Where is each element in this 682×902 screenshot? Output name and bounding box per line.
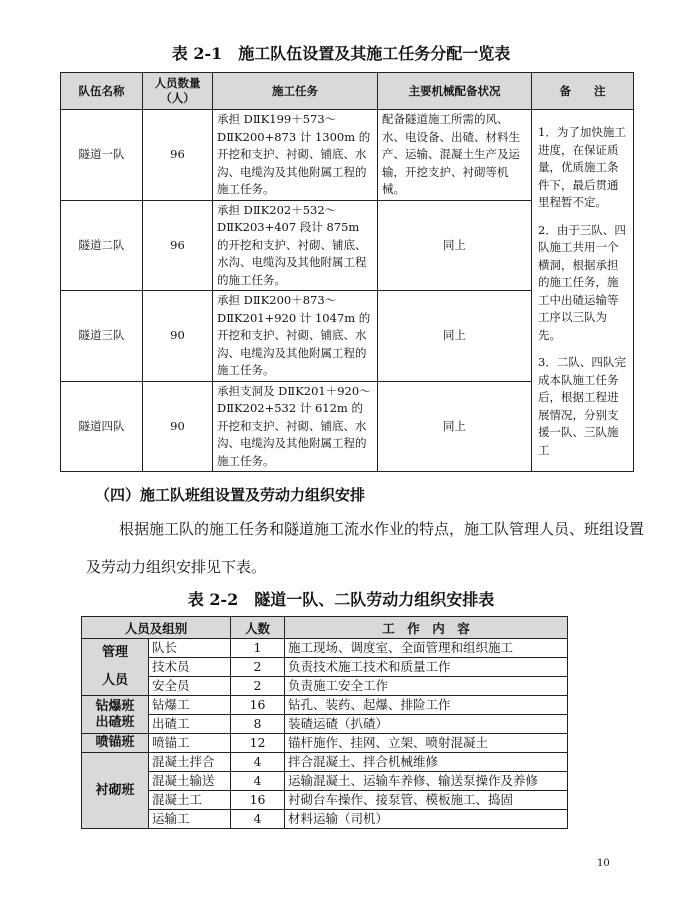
table-row [82, 734, 568, 753]
team-count: 96 [143, 110, 213, 201]
role: 混凝土工 [149, 791, 231, 810]
role: 安全员 [149, 677, 231, 696]
header-personnel-group: 人员及组别 [82, 617, 231, 639]
group-drill-muck [82, 696, 149, 734]
header-team-name: 队伍名称 [61, 73, 143, 110]
header-count: 人数 [231, 617, 285, 639]
work-content: 拌合混凝土、拌合机械维修 [285, 753, 568, 772]
team-task: 承担 DⅡK202＋532～DⅡK203+407 段计 875m 的开挖和支护、衬砌、铺底、水沟、电缆沟及其他附属工程的施工任务。 [213, 200, 378, 291]
header-task: 施工任务 [213, 73, 378, 110]
body-paragraph [86, 510, 646, 586]
role: 混凝土输送 [149, 772, 231, 791]
role-count: 2 [231, 677, 285, 696]
team-task: 承担 DⅡK199＋573～DⅡK200+873 计 1300m 的开挖和支护、衬砌、铺底、水沟、电缆沟及其他附属工程的施工任务。 [213, 110, 378, 201]
work-content: 负责施工安全工作 [285, 677, 568, 696]
role: 出碴工 [149, 715, 231, 734]
table-row [82, 791, 568, 810]
team-task: 承担 DⅡK200＋873～DⅡK201+920 计 1047m 的开挖和支护、衬砌、铺底、水沟、电缆沟及其他附属工程的施工任务。 [213, 291, 378, 382]
table-row [82, 715, 568, 734]
team-equipment: 同上 [378, 381, 532, 472]
group-label: 人员 [101, 673, 128, 688]
role: 运输工 [149, 810, 231, 829]
remark-3: 3．二队、四队完成本队施工任务后，根据工程进展情况，分别支援一队、三队施工 [538, 355, 626, 457]
remark-1: 1．为了加快施工进度，在保证质量，优质施工条件下，最后贯通里程暂不定。 [538, 125, 626, 209]
team-name: 隧道二队 [61, 200, 143, 291]
role-count: 16 [231, 696, 285, 715]
role-count: 1 [231, 639, 285, 658]
role-count: 12 [231, 734, 285, 753]
role: 喷锚工 [149, 734, 231, 753]
group-shotcrete: 喷锚班 [82, 734, 149, 753]
section-heading: （四）施工队班组设置及劳动力组织安排 [95, 486, 366, 504]
remarks-cell [532, 110, 634, 472]
role-count: 16 [231, 791, 285, 810]
team-count: 90 [143, 381, 213, 472]
table-row [82, 753, 568, 772]
construction-team-table [60, 72, 634, 472]
table-header-row [61, 73, 634, 110]
team-count: 90 [143, 291, 213, 382]
page-number: 10 [597, 858, 610, 869]
team-equipment: 配备隧道施工所需的风、水、电设备、出碴、材料生产、运输、混凝土生产及运输，开挖支护、衬砌等机械。 [378, 110, 532, 201]
work-content: 材料运输（司机） [285, 810, 568, 829]
role-count: 2 [231, 658, 285, 677]
table-row [82, 810, 568, 829]
table-row [82, 696, 568, 715]
group-label: 出碴班 [95, 714, 135, 730]
work-content: 锚杆施作、挂网、立架、喷射混凝土 [285, 734, 568, 753]
role: 钻爆工 [149, 696, 231, 715]
role-count: 4 [231, 810, 285, 829]
group-label: 钻爆班 [95, 698, 135, 714]
group-label: 管理 [101, 645, 128, 660]
header-remarks: 备 注 [532, 73, 634, 110]
role: 混凝土拌合 [149, 753, 231, 772]
team-equipment: 同上 [378, 291, 532, 382]
team-name: 隧道四队 [61, 381, 143, 472]
header-count: 人员数量（人） [143, 73, 213, 110]
labor-organization-table [81, 616, 568, 829]
table2-caption: 表 2-2 隧道一队、二队劳动力组织安排表 [187, 590, 495, 609]
role: 技术员 [149, 658, 231, 677]
group-lining: 衬砌班 [82, 753, 149, 829]
team-count: 96 [143, 200, 213, 291]
work-content: 运输混凝土、运输车养修、输送泵操作及养修 [285, 772, 568, 791]
role-count: 8 [231, 715, 285, 734]
role-count: 4 [231, 772, 285, 791]
work-content: 负责技术施工技术和质量工作 [285, 658, 568, 677]
role: 队长 [149, 639, 231, 658]
table1-caption: 表 2-1 施工队伍设置及其施工任务分配一览表 [171, 44, 511, 63]
group-management [82, 639, 149, 696]
table-row [82, 658, 568, 677]
work-content: 钻孔、装药、起爆、排险工作 [285, 696, 568, 715]
role-count: 4 [231, 753, 285, 772]
work-content: 施工现场、调度室、全面管理和组织施工 [285, 639, 568, 658]
team-name: 隧道一队 [61, 110, 143, 201]
table-row [82, 639, 568, 658]
table-row [61, 110, 634, 201]
team-equipment: 同上 [378, 200, 532, 291]
team-task: 承担支洞及 DⅡK201＋920～DⅡK202+532 计 612m 的开挖和支护、衬砌、铺底、水沟、电缆沟及其他附属工程的施工任务。 [213, 381, 378, 472]
work-content: 装碴运碴（扒碴） [285, 715, 568, 734]
table-row [82, 677, 568, 696]
table-row [82, 772, 568, 791]
paragraph-text: 根据施工队的施工任务和隧道施工流水作业的特点，施工队管理人员、班组设置及劳动力组织安排见下表。 [86, 520, 645, 576]
header-work-content: 工 作 内 容 [285, 617, 568, 639]
header-equipment: 主要机械配备状况 [378, 73, 532, 110]
remark-2: 2．由于三队、四队施工共用一个横洞，根据承担的施工任务，施工中出碴运输等工序以三队为先。 [538, 222, 626, 342]
work-content: 衬砌台车操作、接泵管、模板施工、捣固 [285, 791, 568, 810]
table-header-row [82, 617, 568, 639]
team-name: 隧道三队 [61, 291, 143, 382]
